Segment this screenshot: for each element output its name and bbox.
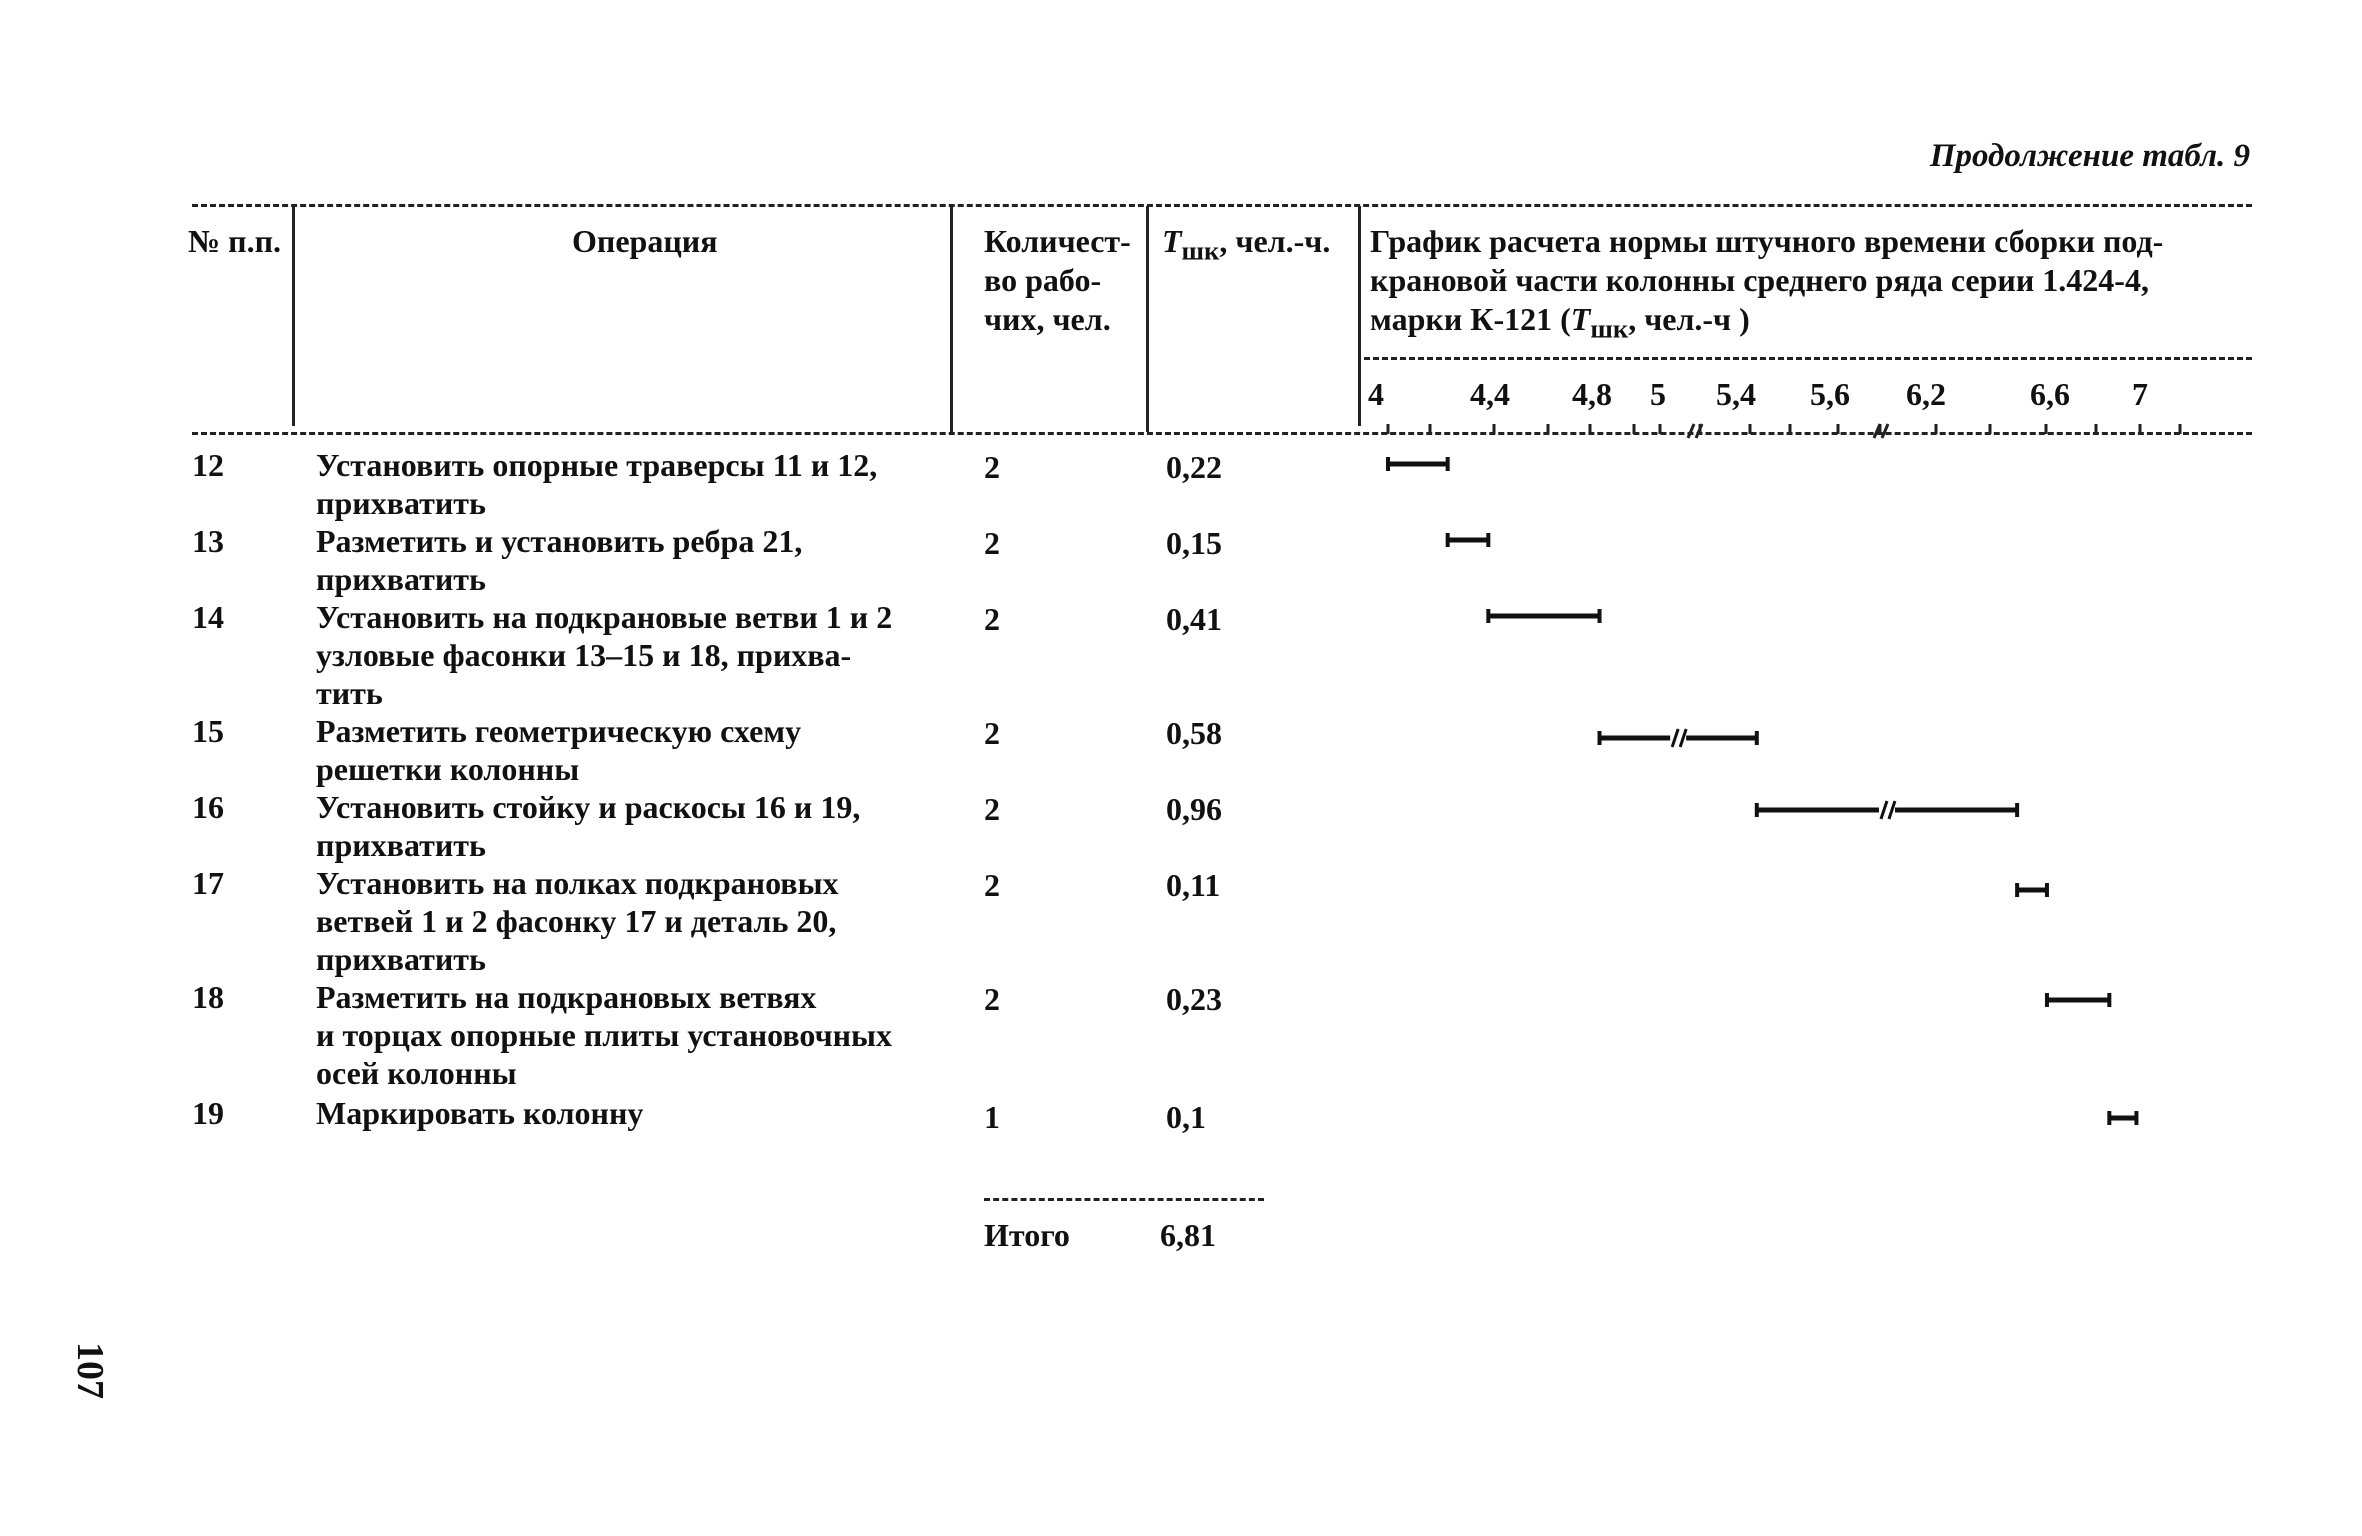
row-operation-line: Маркировать колонну: [316, 1095, 644, 1131]
chart-title-var: T: [1570, 301, 1591, 337]
row-time: 0,23: [1166, 981, 1222, 1017]
row-operation-line: Установить опорные траверсы 11 и 12,: [316, 447, 878, 483]
header-chart-title-line: График расчета нормы штучного времени сборки под-: [1370, 223, 2164, 259]
header-time-unit: , чел.-ч.: [1219, 223, 1331, 259]
row-time: 0,15: [1166, 525, 1222, 561]
axis-tick-label: 5,4: [1716, 376, 1756, 412]
row-num: 15: [192, 713, 224, 749]
table-caption: Продолжение табл. 9: [1929, 138, 2250, 174]
axis-tick-label: 4: [1368, 376, 1384, 412]
row-operation-line: прихватить: [316, 485, 486, 521]
row-time: 0,58: [1166, 715, 1222, 751]
row-operation-line: и торцах опорные плиты установочных: [316, 1017, 893, 1053]
row-operation-line: прихватить: [316, 561, 486, 597]
row-operation-line: Установить на подкрановые ветви 1 и 2: [316, 599, 893, 635]
row-operation-line: ветвей 1 и 2 фасонку 17 и деталь 20,: [316, 903, 837, 939]
row-workers: 2: [984, 791, 1000, 827]
row-operation-line: Разметить и установить ребра 21,: [316, 523, 803, 559]
header-workers-line: Количест-: [984, 223, 1131, 259]
row-workers: 2: [984, 449, 1000, 485]
header-time-sub: шк: [1181, 235, 1220, 266]
header-num: № п.п.: [188, 223, 282, 259]
row-operation-line: решетки колонны: [316, 751, 580, 787]
axis-tick-label: 4,8: [1572, 376, 1612, 412]
total-label: Итого: [984, 1217, 1070, 1253]
axis-tick-label: 5: [1650, 376, 1666, 412]
axis-tick-label: 5,6: [1810, 376, 1850, 412]
row-operation-line: Установить на полках подкрановых: [316, 865, 839, 901]
chart-title-part: марки К-121 (: [1370, 301, 1571, 337]
row-time: 0,41: [1166, 601, 1222, 637]
row-time: 0,11: [1166, 867, 1221, 903]
header-operation: Операция: [572, 223, 718, 259]
row-operation-line: осей колонны: [316, 1055, 517, 1091]
row-operation-line: Разметить геометрическую схему: [316, 713, 802, 749]
row-workers: 2: [984, 981, 1000, 1017]
axis-tick-label: 7: [2132, 376, 2148, 412]
chart-title-sub: шк: [1590, 313, 1629, 344]
row-operation-line: тить: [316, 675, 383, 711]
row-workers: 2: [984, 525, 1000, 561]
axis-tick-label: 6,6: [2030, 376, 2070, 412]
chart-title-part: , чел.-ч ): [1628, 301, 1750, 337]
axis-tick-label: 4,4: [1470, 376, 1510, 412]
row-operation-line: Установить стойку и раскосы 16 и 19,: [316, 789, 861, 825]
row-time: 0,1: [1166, 1099, 1206, 1135]
row-num: 12: [192, 447, 224, 483]
row-time: 0,22: [1166, 449, 1222, 485]
header-workers-line: чих, чел.: [984, 301, 1111, 337]
row-workers: 2: [984, 715, 1000, 751]
axis-break-mark: [1688, 424, 1702, 438]
row-operation-line: узловые фасонки 13–15 и 18, прихва-: [316, 637, 852, 673]
row-num: 17: [192, 865, 224, 901]
row-operation-line: Разметить на подкрановых ветвях: [316, 979, 817, 1015]
header-time-var: T: [1162, 223, 1182, 259]
page-number: 107: [69, 1342, 111, 1399]
row-num: 13: [192, 523, 224, 559]
row-workers: 2: [984, 867, 1000, 903]
row-operation-line: прихватить: [316, 827, 486, 863]
row-workers: 1: [984, 1099, 1000, 1135]
axis-tick-label: 6,2: [1906, 376, 1946, 412]
row-time: 0,96: [1166, 791, 1222, 827]
row-operation-line: прихватить: [316, 941, 486, 977]
row-workers: 2: [984, 601, 1000, 637]
row-num: 16: [192, 789, 224, 825]
header-workers-line: во рабо-: [984, 262, 1102, 298]
total-value: 6,81: [1160, 1217, 1216, 1253]
row-num: 18: [192, 979, 224, 1015]
row-num: 19: [192, 1095, 224, 1131]
row-num: 14: [192, 599, 224, 635]
header-chart-title-line: крановой части колонны среднего ряда серии 1.424-4,: [1370, 262, 2149, 298]
